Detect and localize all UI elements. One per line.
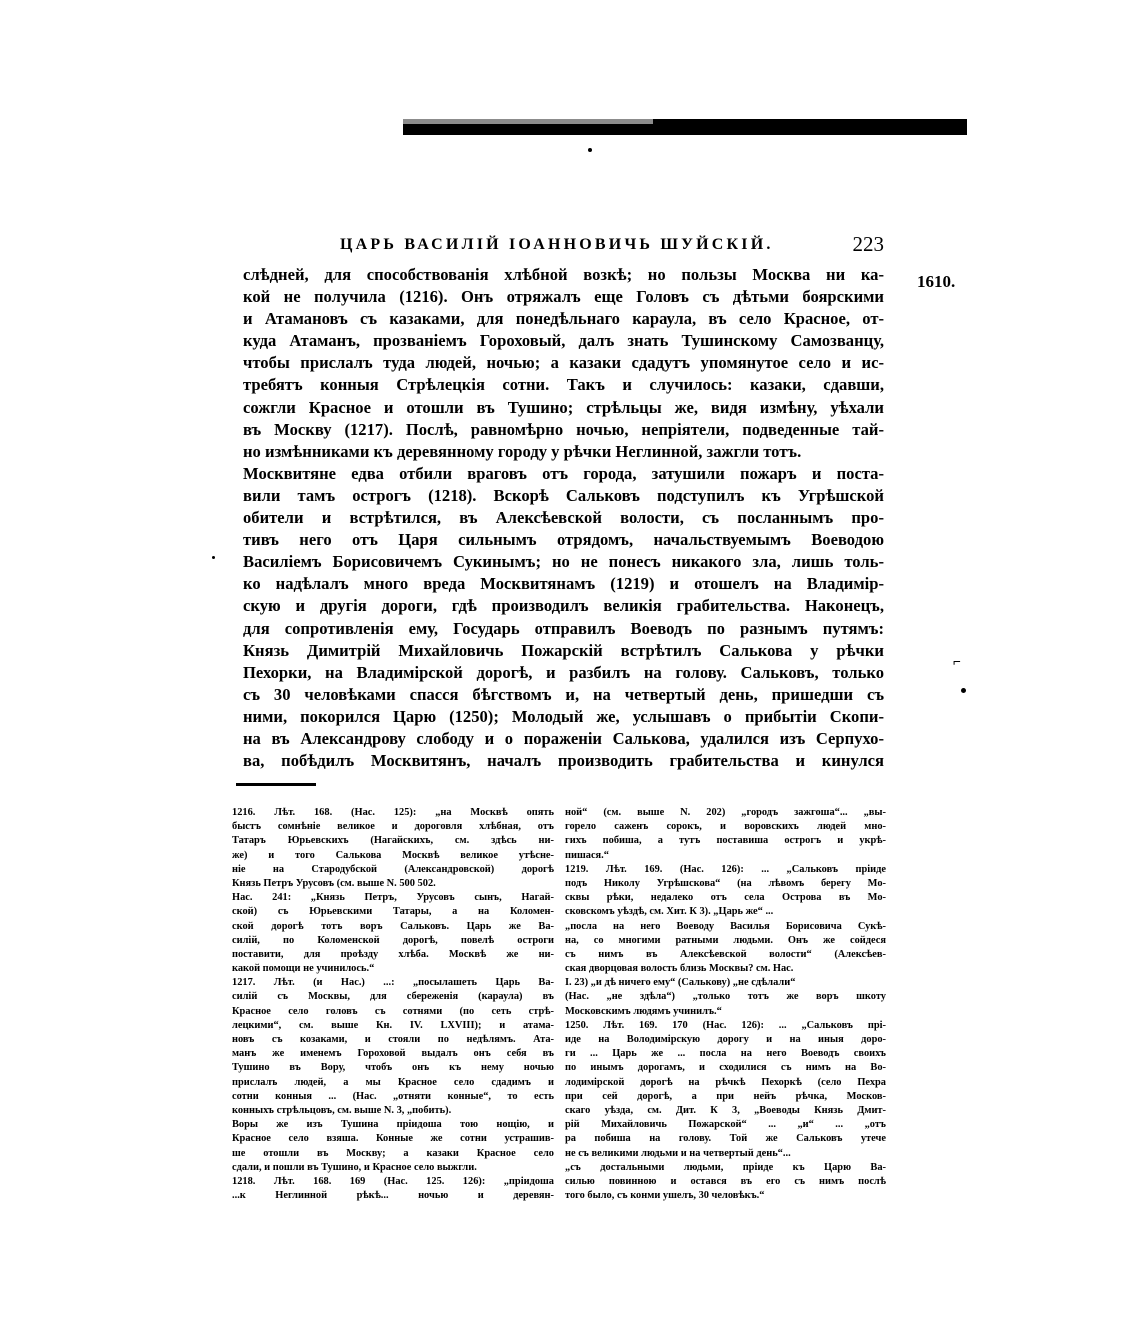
footnote-line: сквы рѣки, недалеко отъ села Острова въ Мо- [565,892,886,904]
footnotes-right-column [565,806,886,1203]
ink-dot [961,688,966,693]
footnote-line: 1218. Лѣт. 168. 169 (Нас. 125. 126): „пріидоша [232,1175,554,1187]
footnote-line: „посла на него Воеводу Василья Борисовича Сукѣ- [565,920,886,932]
footnote-line: ніе на Стародубской (Александровской) дорогѣ [232,863,554,875]
footnote-line: силій, по Коломенской дорогѣ, повелѣ остроги [232,934,554,946]
footnote-line: лодимірской дорогѣ на рѣчкѣ Пехоркѣ (село Пехра [565,1076,886,1088]
footnote-line: Князь Петръ Урусовъ (см. выше N. 500 502. [232,877,436,889]
footnote-line: ...к Неглинной рѣкѣ... ночью и деревян- [232,1190,554,1202]
text-line: ними, покорился Царю (1250); Молодый же, услышавъ о прибытіи Скопи- [243,706,884,726]
text-line: но измѣнниками къ деревянному городу у рѣчки Неглинной, зажгли тотъ. [243,441,802,461]
footnote-line: Красное село головъ съ сотнями (по сеть стрѣ- [232,1005,554,1017]
footnote-line: силій съ Москвы, для сбереженія (караула) въ [232,991,554,1003]
footnote-line: 1250. Лѣт. 169. 170 (Нас. 126): ... „Сальковъ прі- [565,1019,886,1031]
page-number: 223 [852,232,884,256]
text-line: сожгли Красное и отошли въ Тушино; стрѣльцы же, видя измѣну, уѣхали [243,397,884,417]
footnote-line: ской дорогѣ тотъ воръ Сальковъ. Царь же Ва- [232,920,554,932]
text-line: для сопротивленія ему, Государь отправилъ Воеводъ по разнымъ путямъ: [243,618,884,638]
footnote-line: I. 23) „и дѣ ничего ему“ (Салькову) „не сдѣлали“ [565,977,796,989]
text-line: Москвитяне едва отбили враговъ отъ города, затушили пожаръ и поста- [243,463,884,483]
text-line: Пехорки, на Владимірской дорогѣ, и разбилъ на голову. Сальковъ, только [243,662,884,682]
footnote-line: новъ съ козаками, и стояли по недѣлямъ. Ата- [232,1034,554,1045]
footnote-line: рій Михайловичь Пожарской“ ... „и“ ... „отъ [565,1119,886,1131]
footnote-line: пишася.“ [565,849,609,861]
footnote-line: не съ великими людьми и на четвертый день“... [565,1147,791,1159]
text-line: чтобы прислалъ туда людей, ночью; а казаки сдадутъ упомянутое село и ис- [243,353,884,373]
top-rule-wear [403,119,653,124]
footnote-line: Тушино въ Вору, чтобъ онъ къ нему ночью [232,1062,554,1074]
text-line: слѣдней, для способствованія хлѣбной возкѣ; но пользы Москва ни ка- [243,265,884,284]
footnote-line: иде на Володимірскую дорогу и на иныя доро- [565,1034,886,1045]
footnote-line: прислалъ людей, а мы Красное село сдадимъ и [232,1076,554,1088]
footnote-line: (Нас. „не здѣла“) „только тотъ же воръ шкоту [565,991,886,1003]
text-line: скую и другія дороги, гдѣ производилъ великія грабительства. Наконецъ, [243,596,884,616]
text-line: вили тамъ острогъ (1218). Вскорѣ Сальковъ подступилъ къ Угрѣшской [243,485,884,505]
text-line: Князь Димитрій Михайловичь Пожарскій встрѣтилъ Салькова у рѣчки [243,640,884,660]
footnote-line: Нас. 241: „Князь Петръ, Урусовъ сынъ, Нагай- [232,892,554,904]
footnote-line: съ нимъ въ Алексѣевской волости“ (Алексѣев- [565,948,886,960]
text-line: съ 30 человѣками спасся бѣгствомъ и, на четвертый день, пришедши съ [243,684,884,704]
margin-year: 1610. [917,272,956,291]
text-line: и Атамановъ съ казаками, для понедѣльнаго караула, въ село Красное, от- [243,309,884,329]
footnotes-left-column [232,806,554,1203]
text-line: ко надѣлалъ много вреда Москвитянамъ (1219) и отошелъ на Владимір- [243,574,884,594]
footnote-line: манъ же именемъ Гороховой выдалъ онъ себя въ [232,1048,554,1060]
footnote-line: ше отошли въ Москву; а казаки Красное село [232,1147,554,1159]
text-line: обители и встрѣтился, въ Алексѣевской волости, съ посланнымъ про- [243,508,884,528]
footnote-line: на, со многими ратными людьми. Онъ же сойдеся [565,934,886,946]
text-line: куда Атаманъ, прозваніемъ Гороховый, далъ знать Тушинскому Самозванцу, [243,331,884,351]
footnote-line: 1219. Лѣт. 169. (Нас. 126): ... „Сальковъ пріиде [565,863,886,875]
footnote-line: конныхъ стрѣльцовъ, см. выше N. 3, „побить). [232,1104,452,1116]
footnote-line: при сей дорогѣ, а при нейъ рѣчка, Москов- [565,1090,886,1102]
margin-arrow-mark: ⌐ [953,655,961,670]
footnote-line: ра побиша на голову. Той же Сальковъ утече [565,1133,886,1145]
text-line: на въ Александрову слободу и о пораженіи Салькова, удалился изъ Серпухо- [243,728,884,748]
footnote-line: Воры же изъ Тушина пріидоша тою нощію, и [232,1119,554,1131]
ink-dot [588,148,592,152]
footnote-line: сдали, и пошли въ Тушино, и Красное село выжгли. [232,1161,477,1173]
text-line: требятъ конныя Стрѣлецкія сотни. Такъ и случилось: казаки, сдавши, [243,375,884,395]
ink-dot [212,556,215,559]
main-text-block [243,264,884,772]
footnote-line: 1216. Лѣт. 168. (Нас. 125): „на Москвѣ опять [232,807,554,818]
footnote-line: „съ достальными людьми, пріиде къ Царю Ва- [565,1161,886,1173]
footnote-line: ская дворцовая волость близь Москвы? см. Нас. [565,963,794,975]
footnote-line: по инымъ дорогамъ, и сходилися съ нимъ на Во- [565,1062,886,1074]
footnote-line: гихъ побиша, а тутъ поставиша острогъ и укрѣ- [565,835,886,847]
footnote-line: ги ... Царь же ... посла на него Воеводъ своихъ [565,1048,886,1060]
footnote-line: Красное село взяша. Конные же сотни устрашив- [232,1133,554,1145]
footnote-line: сковскомъ уѣздѣ, см. Хит. К 3). „Царь же“ ... [565,906,774,918]
footnote-line: Татаръ Юрьевскихъ (Нагайскихъ, см. здѣсь ни- [232,835,554,847]
running-title: ЦАРЬ ВАСИЛІЙ ІОАННОВИЧЬ ШУЙСКІЙ. [340,236,774,253]
text-line: кой не получила (1216). Онъ отряжалъ еще Головъ съ дѣтьми боярскими [243,287,884,307]
footnote-line: лецкими“, см. выше Кн. IV. LXVIII); и атама- [232,1019,554,1031]
footnote-line: скаго уѣзда, см. Дит. К 3, „Воеводы Князь Дмит- [565,1104,886,1116]
footnote-line: ской) съ Юрьевскими Татары, а на Коломен- [232,906,554,918]
footnote-line: поставити, для проѣзду хлѣба. Москвѣ же ни- [232,948,554,960]
text-line: тивъ него отъ Царя сильнымъ отрядомъ, начальствуемымъ Воеводою [243,530,884,550]
footnote-line: какой помощи не учинилось.“ [232,963,375,975]
footnote-line: 1217. Лѣт. (и Нас.) ...: „посылашеть Царь Ва- [232,977,554,989]
footnote-rule [236,783,316,786]
text-line: ва, побѣдилъ Москвитянъ, началъ производить грабительства и кинулся [243,751,884,771]
footnote-line: подъ Николу Угрѣшскова“ (на лѣвомъ берегу Мо- [565,877,886,889]
footnote-line: же) и того Салькова Москвѣ великое утѣсне- [232,849,554,861]
footnote-line: сотни конныя ... (Нас. „отняти конные“, то есть [232,1090,554,1102]
running-head [340,232,890,262]
footnote-line: горело саженъ сорокъ, и воровскихъ людей мно- [565,821,886,833]
footnote-line: силью повинною и остався въ его съ нимъ послѣ [565,1175,886,1187]
text-line: въ Москву (1217). Послѣ, равномѣрно ночью, непріятели, подведенные тай- [243,419,884,439]
footnote-line: того было, съ конми ушелъ, 30 человѣкъ.“ [565,1190,765,1202]
text-line: Василіемъ Борисовичемъ Сукинымъ; но не понесъ никакого зла, лишь толь- [243,552,884,572]
footnote-line: Московскимъ людямъ учинилъ.“ [565,1005,722,1017]
footnote-line: быстъ сомнѣніе великое и дороговля хлѣбная, отъ [232,821,554,833]
footnote-line: ной“ (см. выше N. 202) „городъ зажгоша“... „вы- [565,807,886,818]
